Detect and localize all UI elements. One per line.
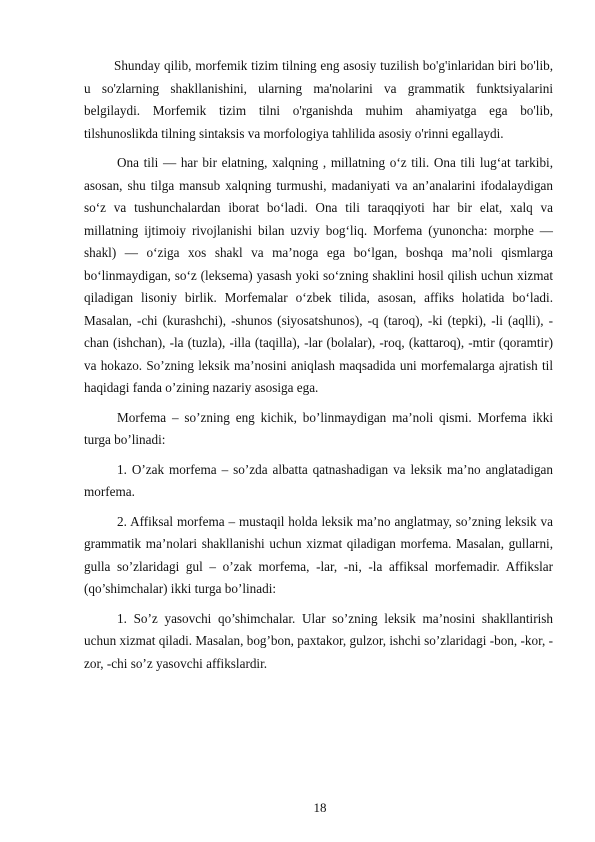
document-body [84,55,553,682]
paragraph-morfemik-tizim: Shunday qilib, morfemik tizim tilning eng asosiy tuzilish bo'g'inlaridan biri bo'lib, u so'zlarning shakllanishini, ularning ma'nolarini va grammatik funktsiyalarini belgilaydi. Morfemik tizim tilni o'rganishda muhim ahamiyatga ega bo'lib, tilshunoslikda tilning sintaksis va morfologiya tahlilida asosiy o'rinni egallaydi. [84,58,553,141]
paragraph-ona-tili: Ona tili — har bir elatning, xalqning , millatning o‘z tili. Ona tili lug‘at tarkibi, asosan, shu tilga mansub xalqning turmushi, madaniyati va an’analarini ifodalaydigan so‘z va tushunchalardan iborat bo‘ladi. Ona tili taraqqiyoti har bir elat, xalq va millatning ijtimoiy rivojlanishi bilan uzviy bog‘liq. Morfema (yunoncha: morphe — shakl) — o‘ziga xos shakl va ma’noga ega bo‘lgan, boshqa ma’noli qismlarga bo‘linmaydigan, so‘z (leksema) yasash yoki so‘zning shaklini hosil qilish uchun xizmat qiladigan lisoniy birlik. Morfemalar o‘zbek tilida, asosan, affiks holatida bo‘ladi. Masalan, -chi (kurashchi), -shunos (siyosatshunos), -q (taroq), -ki (tepki), -li (aqlli), -chan (ishchan), -la (tuzla), -illa (taqilla), -lar (bolalar), -roq, (kattaroq), -mtir (qoramtir) va hokazo. So’zning leksik ma’nosini aniqlash maqsadida uni morfemalarga ajratish til haqidagi fanda o’zining nazariy asosiga ega. [84,155,553,395]
page-number: 18 [313,800,327,815]
paragraph-affiksal-morfema: 2. Affiksal morfema – mustaqil holda leksik ma’no anglatmay, so’zning leksik va grammatik ma’nolari shakllanishi uchun xizmat qiladigan morfema. Masalan, gullarni, gulla so’zlaridagi gul – o’zak morfema, -lar, -ni, -la affiksal morfemadir. Affikslar (qo’shimchalar) ikki turga bo’linadi: [84,513,553,596]
paragraph-ozak-morfema: 1. O’zak morfema – so’zda albatta qatnashadigan va leksik ma’no anglatadigan morfema. [84,461,553,499]
paragraph-morfema-definition: Morfema – so’zning eng kichik, bo’linmaydigan ma’noli qismi. Morfema ikki turga bo’linadi: [84,409,553,447]
paragraph-soz-yasovchi: 1. So’z yasovchi qo’shimchalar. Ular so’zning leksik ma’nosini shakllantirish uchun xizmat qiladi. Masalan, bog’bon, paxtakor, gulzor, ishchi so’zlaridagi -bon, -kor, -zor, -chi so’z yasovchi affikslardir. [84,610,553,671]
